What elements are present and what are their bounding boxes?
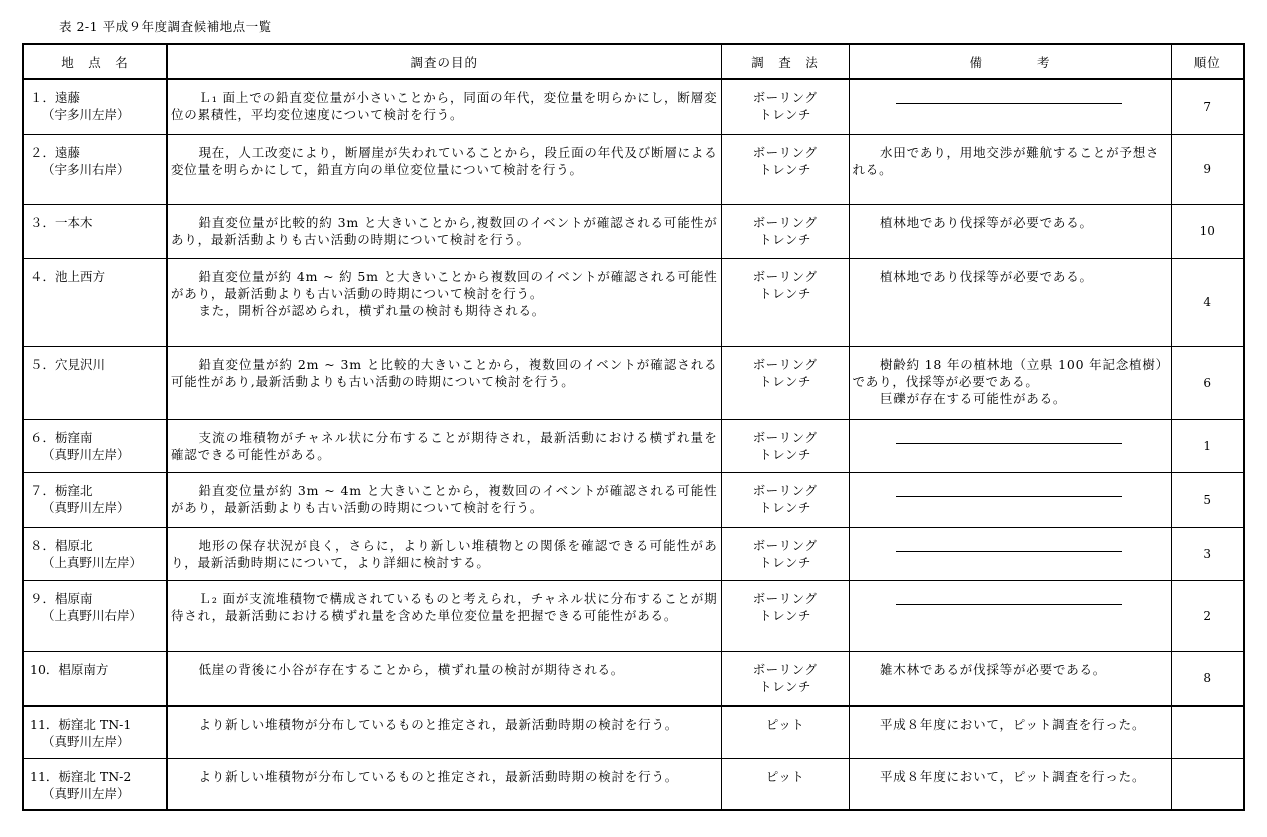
method-primary: ボーリング xyxy=(752,482,818,498)
method-primary: ボーリング xyxy=(752,661,818,677)
remarks-cell xyxy=(849,527,1171,580)
method-cell xyxy=(721,204,849,258)
method-cell xyxy=(721,706,849,758)
method-primary: ボーリング xyxy=(752,268,818,284)
location-name: ６．栃窪南 xyxy=(30,429,93,445)
method-secondary: トレンチ xyxy=(759,373,811,389)
location-cell xyxy=(23,580,167,651)
remarks-text: 平成８年度において，ピット調査を行った。 xyxy=(880,717,1146,732)
remarks-text: 植林地であり伐採等が必要である。 xyxy=(880,214,1093,230)
location-cell xyxy=(23,651,167,706)
method-primary: ボーリング xyxy=(752,537,818,553)
purpose-text: より新しい堆積物が分布しているものと推定され，最新活動時期の検討を行う。 xyxy=(198,717,679,732)
remarks-blank-line xyxy=(896,496,1122,497)
method-secondary: トレンチ xyxy=(759,446,811,462)
purpose-text: 鉛直変位量が約 2m ~ 3m と比較的大きいことから，複数回のイベントが確認される可能性があり,最新活動よりも古い活動の時期について検討を行う。 xyxy=(171,356,718,389)
purpose-cell xyxy=(167,134,721,204)
method-primary: ボーリング xyxy=(752,590,818,606)
header-method: 調 査 法 xyxy=(721,44,849,79)
header-remarks: 備 考 xyxy=(849,44,1171,79)
remarks-text: 樹齢約 18 年の植林地（立県 100 年記念植樹）であり，伐採等が必要である。 xyxy=(852,356,1163,389)
remarks-text-2: 巨礫が存在する可能性がある。 xyxy=(880,390,1067,406)
location-cell xyxy=(23,258,167,346)
remarks-cell xyxy=(849,580,1171,651)
purpose-cell xyxy=(167,258,721,346)
rank-cell: 9 xyxy=(1171,134,1244,204)
table-row xyxy=(23,706,1244,758)
table-row xyxy=(23,472,1244,527)
remarks-cell xyxy=(849,258,1171,346)
location-sub: （真野川左岸） xyxy=(42,785,130,801)
remarks-cell xyxy=(849,346,1171,419)
location-cell xyxy=(23,472,167,527)
method-primary: ボーリング xyxy=(752,90,818,105)
survey-candidate-table xyxy=(22,43,1245,811)
location-sub: （上真野川左岸） xyxy=(42,554,143,570)
purpose-text: 鉛直変位量が比較的約 3m と大きいことから,複数回のイベントが確認される可能性があり，最新活動よりも古い活動の時期について検討を行う。 xyxy=(171,214,718,247)
location-name: ８．椙原北 xyxy=(30,537,93,553)
rank-cell: 7 xyxy=(1171,79,1244,134)
method-secondary: トレンチ xyxy=(759,285,811,301)
method-cell xyxy=(721,580,849,651)
purpose-text: 鉛直変位量が約 4m ~ 約 5m と大きいことから複数回のイベントが確認される可能性があり，最新活動よりも古い活動の時期について検討を行う。 xyxy=(171,268,718,301)
method-cell xyxy=(721,527,849,580)
method-secondary: トレンチ xyxy=(759,231,811,247)
table-row xyxy=(23,527,1244,580)
table-caption: 表 2-1 平成９年度調査候補地点一覧 xyxy=(59,19,272,34)
purpose-cell xyxy=(167,580,721,651)
location-name: ３．一本木 xyxy=(30,214,93,230)
purpose-text: 地形の保存状況が良く，さらに，より新しい堆積物との関係を確認できる可能性があり，最新活動時期にについて，より詳細に検討する。 xyxy=(171,537,718,570)
rank-cell xyxy=(1171,706,1244,758)
method-cell xyxy=(721,346,849,419)
remarks-blank-line xyxy=(896,604,1122,605)
remarks-cell xyxy=(849,79,1171,134)
header-location: 地 点 名 xyxy=(23,44,167,79)
location-sub: （宇多川右岸） xyxy=(42,161,130,177)
method-secondary: トレンチ xyxy=(759,607,811,623)
method-cell xyxy=(721,651,849,706)
method-primary: ボーリング xyxy=(752,144,818,160)
header-rank: 順位 xyxy=(1171,44,1244,79)
rank-cell xyxy=(1171,758,1244,810)
location-cell xyxy=(23,758,167,810)
purpose-cell xyxy=(167,204,721,258)
remarks-cell xyxy=(849,651,1171,706)
location-cell xyxy=(23,527,167,580)
location-name: １．遠藤 xyxy=(30,90,81,105)
method-secondary: トレンチ xyxy=(759,499,811,515)
method-cell xyxy=(721,758,849,810)
location-sub: （上真野川右岸） xyxy=(42,607,143,623)
method-cell xyxy=(721,134,849,204)
table-row xyxy=(23,79,1244,134)
remarks-blank-line xyxy=(896,103,1122,104)
table-row xyxy=(23,651,1244,706)
method-primary: ボーリング xyxy=(752,429,818,445)
remarks-cell xyxy=(849,204,1171,258)
purpose-text-2: また，開析谷が認められ，横ずれ量の検討も期待される。 xyxy=(198,302,546,318)
location-name: 10．椙原南方 xyxy=(30,661,109,677)
header-purpose: 調査の目的 xyxy=(167,44,721,79)
purpose-cell xyxy=(167,651,721,706)
rank-cell: 2 xyxy=(1171,580,1244,651)
remarks-blank-line xyxy=(896,551,1122,552)
purpose-text: Ｌ₁ 面上での鉛直変位量が小さいことから，同面の年代，変位量を明らかにし，断層変位の累積性，平均変位速度について検討を行う。 xyxy=(171,90,718,122)
table-row xyxy=(23,258,1244,346)
method-cell xyxy=(721,472,849,527)
purpose-cell xyxy=(167,706,721,758)
location-sub: （宇多川左岸） xyxy=(42,107,130,122)
remarks-text: 植林地であり伐採等が必要である。 xyxy=(880,268,1093,284)
remarks-text: 平成８年度において，ピット調査を行った。 xyxy=(880,768,1146,784)
rank-cell: 6 xyxy=(1171,346,1244,419)
table-row xyxy=(23,346,1244,419)
rank-cell: 8 xyxy=(1171,651,1244,706)
location-cell xyxy=(23,419,167,472)
purpose-text: より新しい堆積物が分布しているものと推定され，最新活動時期の検討を行う。 xyxy=(198,768,679,784)
method-secondary: トレンチ xyxy=(759,107,811,122)
method-secondary: トレンチ xyxy=(759,161,811,177)
location-sub: （真野川左岸） xyxy=(42,499,130,515)
location-sub: （真野川左岸） xyxy=(42,734,130,749)
method-primary: ボーリング xyxy=(752,214,818,230)
table-row xyxy=(23,580,1244,651)
remarks-text: 雑木林であるが伐採等が必要である。 xyxy=(880,661,1107,677)
location-name: ５．穴見沢川 xyxy=(30,356,106,372)
purpose-text: 低崖の背後に小谷が存在することから，横ずれ量の検討が期待される。 xyxy=(198,661,625,677)
remarks-cell xyxy=(849,472,1171,527)
remarks-blank-line xyxy=(896,443,1122,444)
rank-cell: 4 xyxy=(1171,258,1244,346)
remarks-cell xyxy=(849,419,1171,472)
method-primary: ピット xyxy=(765,717,805,732)
method-cell xyxy=(721,419,849,472)
method-cell xyxy=(721,258,849,346)
header-row xyxy=(23,44,1244,79)
location-cell xyxy=(23,134,167,204)
remarks-cell xyxy=(849,706,1171,758)
purpose-text: 現在，人工改変により，断層崖が失われていることから，段丘面の年代及び断層による変位量を明らかにして，鉛直方向の単位変位量について検討を行う。 xyxy=(171,144,718,177)
location-cell xyxy=(23,79,167,134)
method-cell xyxy=(721,79,849,134)
purpose-text: 支流の堆積物がチャネル状に分布することが期待され，最新活動における横ずれ量を確認できる可能性がある。 xyxy=(171,429,718,462)
purpose-cell xyxy=(167,758,721,810)
purpose-text: 鉛直変位量が約 3m ~ 4m と大きいことから，複数回のイベントが確認される可能性があり，最新活動よりも古い活動の時期について検討を行う。 xyxy=(171,482,718,515)
location-name: ９．椙原南 xyxy=(30,590,93,606)
table-row xyxy=(23,419,1244,472)
rank-cell: 10 xyxy=(1171,204,1244,258)
purpose-cell xyxy=(167,346,721,419)
rank-cell: 5 xyxy=(1171,472,1244,527)
location-name: 11．栃窪北 TN-2 xyxy=(30,768,132,784)
purpose-cell xyxy=(167,79,721,134)
location-sub: （真野川左岸） xyxy=(42,446,130,462)
location-cell xyxy=(23,204,167,258)
location-cell xyxy=(23,346,167,419)
method-secondary: トレンチ xyxy=(759,554,811,570)
location-name: ４．池上西方 xyxy=(30,268,106,284)
rank-cell: 1 xyxy=(1171,419,1244,472)
location-name: ２．遠藤 xyxy=(30,144,81,160)
table-row xyxy=(23,758,1244,810)
rank-cell: 3 xyxy=(1171,527,1244,580)
method-primary: ボーリング xyxy=(752,356,818,372)
table-row xyxy=(23,134,1244,204)
purpose-cell xyxy=(167,527,721,580)
location-cell xyxy=(23,706,167,758)
location-name: ７．栃窪北 xyxy=(30,482,93,498)
remarks-cell xyxy=(849,758,1171,810)
purpose-cell xyxy=(167,472,721,527)
purpose-text: Ｌ₂ 面が支流堆積物で構成されているものと考えられ，チャネル状に分布することが期待され，最新活動における横ずれ量を含めた単位変位量を把握できる可能性がある。 xyxy=(171,590,718,623)
method-primary: ピット xyxy=(765,768,805,784)
remarks-cell xyxy=(849,134,1171,204)
method-secondary: トレンチ xyxy=(759,678,811,694)
table-row xyxy=(23,204,1244,258)
purpose-cell xyxy=(167,419,721,472)
location-name: 11．栃窪北 TN-1 xyxy=(30,717,132,732)
remarks-text: 水田であり，用地交渉が難航することが予想される。 xyxy=(852,144,1160,177)
